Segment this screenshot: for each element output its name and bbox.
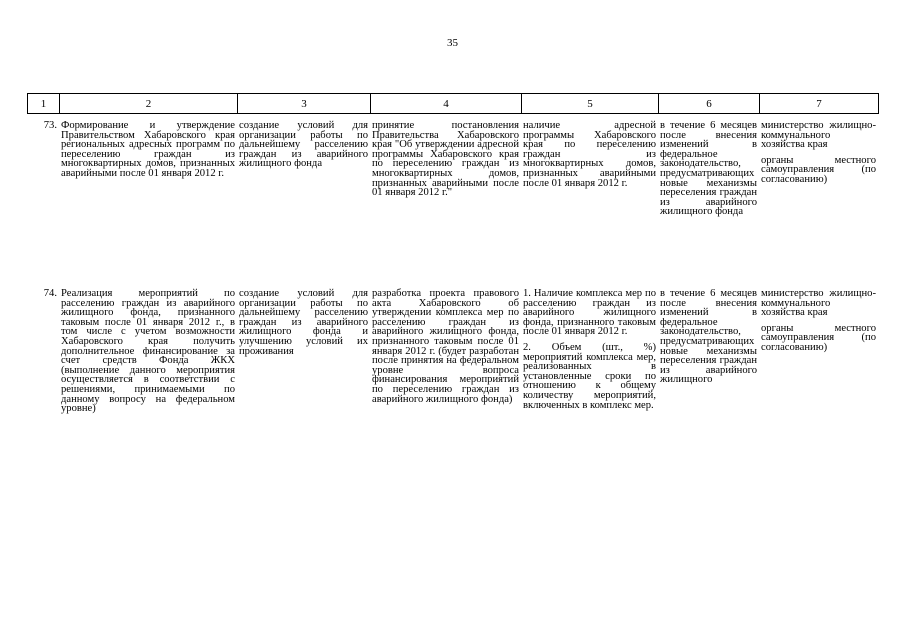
column-number-3: 3 <box>238 94 371 114</box>
column-number-5: 5 <box>522 94 659 114</box>
responsible-cell <box>759 289 878 414</box>
row-number: 73. <box>43 120 57 131</box>
measure-cell: Формирование и утверждение Правительством Хабаровского края региональных адресных программ по переселению граждан из многоквартирных домов, признанных аварийными после 01 января 2012 г. <box>61 120 235 179</box>
column-number-1: 1 <box>28 94 60 114</box>
responsible-text: органы местного самоуправления (по согласованию) <box>761 154 876 185</box>
result-cell: принятие постановления Правительства Хабаровского края "Об утверждении адресной программы Хабаровского края по переселению граждан из многоквартирных домов, признанных аварийными после 01 января 2012 г." <box>372 120 519 199</box>
responsible-cell <box>759 121 878 289</box>
responsible-text: министерство жилищно-коммунального хозяйства края <box>761 120 876 151</box>
goal-cell: создание условий для организации работы по дальнейшему расселению граждан из аварийного жилищного фонда <box>239 120 368 170</box>
deadline-cell: в течение 6 месяцев после внесения изменений в федеральное законодательство, предусматривающих новые механизмы переселения граждан из аварийного жилищного <box>660 288 757 386</box>
column-number-6: 6 <box>659 94 760 114</box>
deadline-cell: в течение 6 месяцев после внесения изменений в федеральное законодательство, предусматривающих новые механизмы переселения граждан из аварийного жилищного фонда <box>660 120 757 218</box>
goal-cell: создание условий для организации работы по дальнейшему расселению граждан из аварийного жилищного фонда и улучшению условий их проживания <box>239 288 368 357</box>
page-number: 35 <box>447 37 458 49</box>
result-cell: разработка проекта правового акта Хабаровского об утверждении комплекса мер по расселению граждан из аварийного жилищного фонда, признанного таковым после 01 января 2012 г. (будет разработан после принятия на федеральном уровне вопроса финансирования мероприятий по переселению граждан из аварийного жилищного фонда) <box>372 288 519 405</box>
column-number-2: 2 <box>60 94 238 114</box>
column-number-row <box>28 94 879 114</box>
column-number-7: 7 <box>760 94 879 114</box>
indicator-text: 1. Наличие комплекса мер по расселению граждан из аварийного жилищного фонда, признанного таковым после 01 января 2012 г. <box>523 288 656 338</box>
column-number-4: 4 <box>371 94 522 114</box>
table-row <box>27 289 878 414</box>
indicators-cell <box>521 121 658 289</box>
measure-cell: Реализация мероприятий по расселению граждан из аварийного жилищного фонда, признанного таковым после 01 января 2012 г., в том числе с учетом возможности Хабаровского края получить дополнительное финансирование за счет средств Фонда ЖКХ (выполнение данного мероприятия осуществляется в соответствии с решениями, принимаемыми по данному вопросу на федеральном уровне) <box>61 288 235 415</box>
responsible-text: министерство жилищно-коммунального хозяйства края <box>761 288 876 319</box>
indicator-text: наличие адресной программы Хабаровского края по переселению граждан из многоквартирных домов, признанных аварийными после 01 января 2012 г. <box>523 120 656 189</box>
column-number-header <box>27 93 879 114</box>
responsible-text: органы местного самоуправления (по согласованию) <box>761 322 876 353</box>
table-row <box>27 121 878 289</box>
measures-table <box>27 121 878 414</box>
indicator-text: 2. Объем (шт., %) мероприятий комплекса мер, реализованных в установленные сроки по отношению к общему количеству мероприятий, включенных в комплекс мер. <box>523 341 656 411</box>
row-number: 74. <box>43 288 57 299</box>
indicators-cell <box>521 289 658 414</box>
